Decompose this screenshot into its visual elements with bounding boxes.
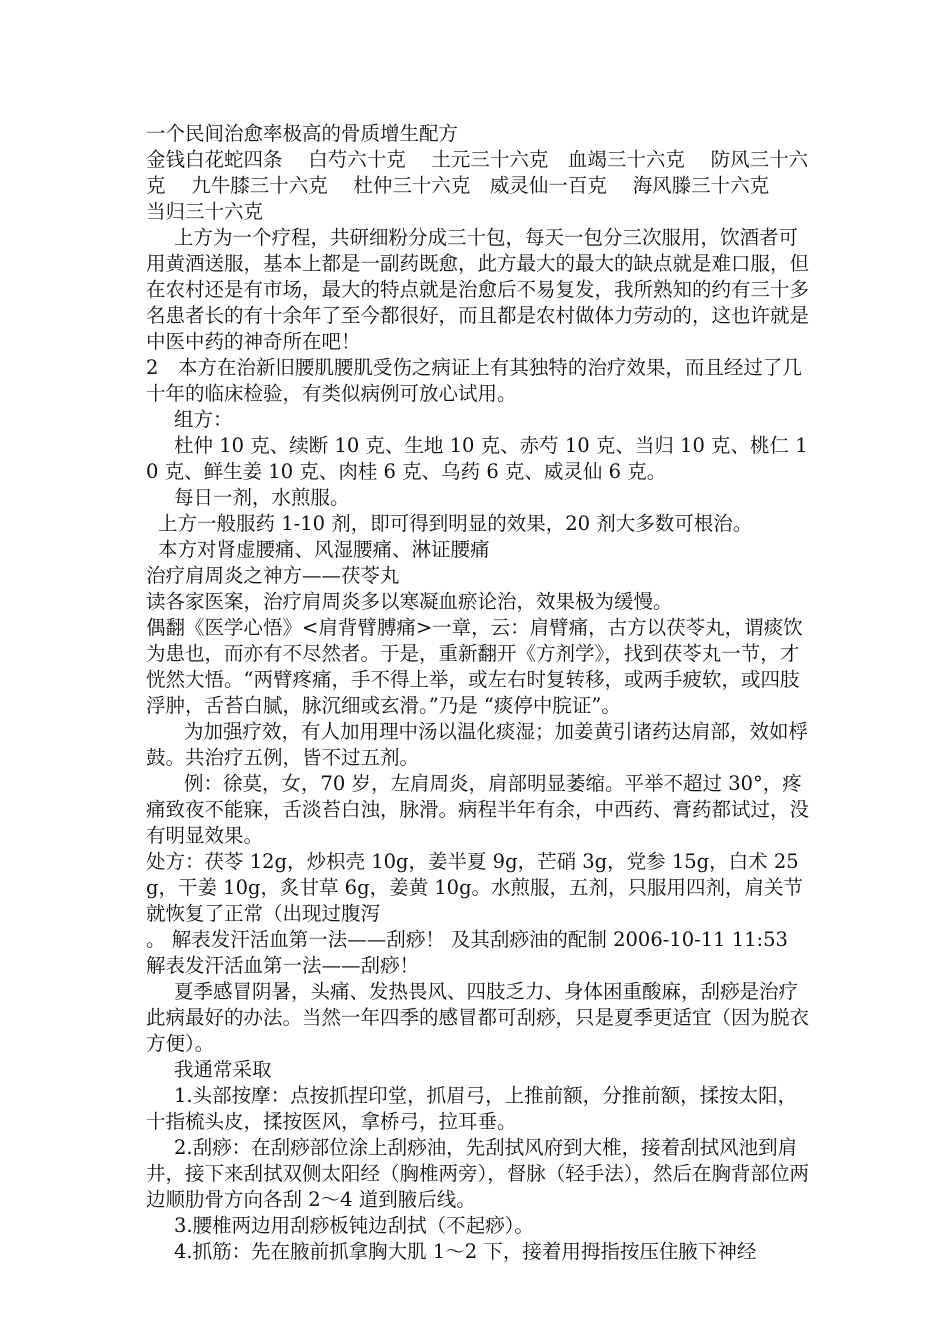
step-grasp-tendon: 4.抓筋：先在腋前抓拿胸大肌 1～2 下，接着用拇指按压住腋下神经 (174, 1240, 757, 1263)
dosage-note: 每日一剂，水煎服。 (174, 486, 350, 509)
heading-bone-formula: 一个民间治愈率极高的骨质增生配方 (146, 122, 459, 145)
case-prescription: 处方：茯苓 12g，炒枳壳 10g，姜半夏 9g，芒硝 3g，党参 15g，白术 25g，干姜 10g，炙甘草 6g，姜黄 10g。水煎服，五剂，只服用四剂，肩关节就恢复了正常（出现过腹泻 (146, 850, 804, 925)
formula-ingredients: 金钱白花蛇四条 白芍六十克 土元三十六克 血竭三十六克 防风三十六克 九牛膝三十六克 杜仲三十六克 威灵仙一百克 海风滕三十六克 当归三十六克 (146, 148, 809, 223)
lumbar-remedy-intro: 2 本方在治新旧腰肌腰肌受伤之病证上有其独特的治疗效果，而且经过了几十年的临床检验，有类似病例可放心试用。 (146, 356, 802, 405)
shoulder-intro: 读各家医案，治疗肩周炎多以寒凝血瘀论治，效果极为缓慢。 (146, 590, 673, 613)
heading-guasha: 。 解表发汗活血第一法——刮痧！ 及其刮痧油的配制 2006-10-11 11:53 解表发汗活血第一法——刮痧！ (146, 928, 795, 977)
guasha-intro: 夏季感冒阴暑，头痛、发热畏风、四肢乏力、身体困重酸麻，刮痧是治疗此病最好的办法。当然一年四季的感冒都可刮痧，只是夏季更适宜（因为脱衣方便）。 (146, 980, 810, 1055)
shoulder-theory: 偶翻《医学心悟》<肩背臂膊痛>一章，云：肩臂痛，古方以茯苓丸，谓痰饮为患也，而亦有不尽然者。于是，重新翻开《方剂学》，找到茯苓丸一节，才恍然大悟。“两臂疼痛，手不得上举，或左右时复转移，或两手疲软，或四肢浮肿，舌苔白腻，脉沉细或玄滑。”乃是 “痰停中脘证”。 (146, 616, 803, 717)
case-example: 例：徐莫，女，70 岁，左肩周炎，肩部明显萎缩。平举不超过 30°，疼痛致夜不能寐，舌淡苔白浊，脉滑。病程半年有余，中西药、膏药都试过，没有明显效果。 (146, 772, 810, 847)
prescription-ingredients: 杜仲 10 克、续断 10 克、生地 10 克、赤芍 10 克、当归 10 克、桃仁 10 克、鲜生姜 10 克、肉桂 6 克、乌药 6 克、威灵仙 6 克。 (146, 434, 808, 483)
guasha-method-label: 我通常采取 (174, 1058, 272, 1081)
heading-shoulder-remedy: 治疗肩周炎之神方——茯苓丸 (146, 564, 400, 587)
step-lumbar: 3.腰椎两边用刮痧板钝边刮拭（不起痧）。 (174, 1214, 534, 1237)
step-head-massage: 1.头部按摩：点按抓捏印堂，抓眉弓，上推前额，分推前额，揉按太阳，十指梳头皮，揉按医风，拿桥弓，拉耳垂。 (146, 1084, 798, 1133)
indication-note: 本方对肾虚腰痛、风湿腰痛、淋证腰痛 (158, 538, 490, 561)
dosage-effect: 上方一般服药 1-10 剂，即可得到明显的效果，20 剂大多数可根治。 (158, 512, 753, 535)
formula-description: 上方为一个疗程，共研细粉分成三十包，每天一包分三次服用，饮酒者可用黄酒送服，基本上都是一副药既愈，此方最大的最大的缺点就是难口服，但在农村还是有市场，最大的特点就是治愈后不易复发，我所熟知的约有三十多名患者长的有十余年了至今都很好，而且都是农村做体力劳动的，这也许就是中医中药的神奇所在吧！ (146, 226, 810, 353)
shoulder-enhancement: 为加强疗效，有人加用理中汤以温化痰湿；加姜黄引诸药达肩部，效如桴鼓。共治疗五例，皆不过五剂。 (146, 720, 809, 769)
step-guasha: 2.刮痧：在刮痧部位涂上刮痧油，先刮拭风府到大椎，接着刮拭风池到肩井，接下来刮拭双侧太阳经（胸椎两旁），督脉（轻手法），然后在胸背部位两边顺肋骨方向各刮 2～4 道到腋后线。 (146, 1136, 810, 1211)
prescription-label: 组方： (174, 408, 233, 431)
document-body (146, 121, 810, 1265)
